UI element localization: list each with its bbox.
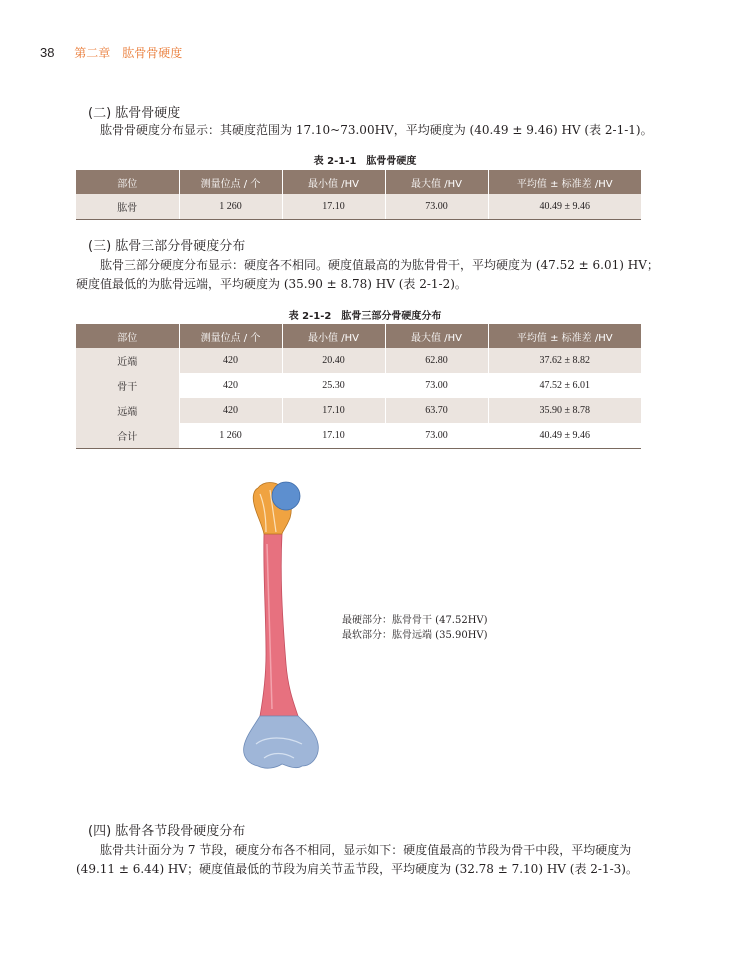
section-2-body bbox=[76, 121, 656, 140]
section-3-body bbox=[76, 256, 661, 294]
row-label-cell: 近端 bbox=[76, 348, 179, 373]
table-row bbox=[76, 348, 641, 373]
table2-header-cell: 最大值 /HV bbox=[385, 324, 488, 348]
table-cell: 17.10 bbox=[282, 398, 385, 423]
table-cell: 420 bbox=[179, 348, 282, 373]
table-1-header-row bbox=[76, 170, 641, 194]
section-2-title: (二) 肱骨骨硬度 bbox=[88, 106, 181, 121]
table-row bbox=[76, 423, 641, 449]
table-cell: 420 bbox=[179, 398, 282, 423]
chapter-title: 第二章 肱骨骨硬度 bbox=[74, 46, 183, 60]
row-label-cell: 合计 bbox=[76, 423, 179, 449]
section-3-line-2: 硬度值最低的为肱骨远端，平均硬度为 (35.90 ± 8.78) HV (表 2-1-2)。 bbox=[76, 277, 467, 291]
humerus-figure bbox=[236, 474, 326, 774]
table2-header-cell: 测量位点 / 个 bbox=[179, 324, 282, 348]
table1-header-cell: 部位 bbox=[76, 170, 179, 194]
section-4-line-1: 肱骨共计面分为 7 节段，硬度分布各不相同，显示如下：硬度值最高的节段为骨干中段，平均硬度为 bbox=[100, 843, 632, 857]
table1-header-cell: 测量位点 / 个 bbox=[179, 170, 282, 194]
humerus-distal bbox=[244, 716, 319, 768]
table-cell: 37.62 ± 8.82 bbox=[488, 348, 641, 373]
table-cell: 20.40 bbox=[282, 348, 385, 373]
table-2-caption: 表 2-1-2 肱骨三部分骨硬度分布 bbox=[288, 311, 442, 322]
section-4-title: (四) 肱骨各节段骨硬度分布 bbox=[88, 824, 246, 839]
figure-legend bbox=[342, 613, 488, 643]
table-cell: 1 260 bbox=[179, 423, 282, 449]
legend-softest: 最软部分：肱骨远端 (35.90HV) bbox=[342, 630, 488, 641]
table-cell: 1 260 bbox=[179, 194, 282, 220]
table2-header-cell: 最小值 /HV bbox=[282, 324, 385, 348]
table-cell: 73.00 bbox=[385, 194, 488, 220]
row-label-cell: 骨干 bbox=[76, 373, 179, 398]
table-cell: 62.80 bbox=[385, 348, 488, 373]
section-3-title: (三) 肱骨三部分骨硬度分布 bbox=[88, 239, 246, 254]
table-1 bbox=[76, 170, 641, 220]
section-2-text: 肱骨骨硬度分布显示：其硬度范围为 17.10~73.00HV，平均硬度为 (40.49 ± 9.46) HV (表 2-1-1)。 bbox=[100, 123, 653, 137]
section-4-line-2: (49.11 ± 6.44) HV；硬度值最低的节段为肩关节盂节段，平均硬度为 (32.78 ± 7.10) HV (表 2-1-3)。 bbox=[76, 862, 638, 876]
table-cell: 73.00 bbox=[385, 373, 488, 398]
table-cell: 63.70 bbox=[385, 398, 488, 423]
table-cell: 35.90 ± 8.78 bbox=[488, 398, 641, 423]
page-header bbox=[40, 44, 182, 61]
section-3-line-1: 肱骨三部分硬度分布显示：硬度各不相同。硬度值最高的为肱骨骨干，平均硬度为 (47.52 ± 6.01) HV； bbox=[100, 258, 659, 272]
table1-header-cell: 最大值 /HV bbox=[385, 170, 488, 194]
table2-header-cell: 部位 bbox=[76, 324, 179, 348]
table-cell: 40.49 ± 9.46 bbox=[488, 423, 641, 449]
row-label-cell: 远端 bbox=[76, 398, 179, 423]
row-label-cell: 肱骨 bbox=[76, 194, 179, 220]
table-cell: 17.10 bbox=[282, 423, 385, 449]
humerus-head bbox=[272, 482, 300, 510]
table-cell: 420 bbox=[179, 373, 282, 398]
legend-hardest: 最硬部分：肱骨骨干 (47.52HV) bbox=[342, 615, 488, 626]
table1-header-cell: 最小值 /HV bbox=[282, 170, 385, 194]
table-row bbox=[76, 373, 641, 398]
table-cell: 25.30 bbox=[282, 373, 385, 398]
table-row bbox=[76, 398, 641, 423]
table-2 bbox=[76, 324, 641, 449]
table-cell: 47.52 ± 6.01 bbox=[488, 373, 641, 398]
humerus-shaft bbox=[260, 534, 298, 716]
page-number: 38 bbox=[40, 45, 55, 60]
section-4-body bbox=[76, 841, 661, 879]
table-2-header-row bbox=[76, 324, 641, 348]
table-row bbox=[76, 194, 641, 220]
table2-header-cell: 平均值 ± 标准差 /HV bbox=[488, 324, 641, 348]
table-cell: 17.10 bbox=[282, 194, 385, 220]
table-1-caption: 表 2-1-1 肱骨骨硬度 bbox=[313, 156, 417, 167]
table-cell: 73.00 bbox=[385, 423, 488, 449]
table1-header-cell: 平均值 ± 标准差 /HV bbox=[488, 170, 641, 194]
table-cell: 40.49 ± 9.46 bbox=[488, 194, 641, 220]
